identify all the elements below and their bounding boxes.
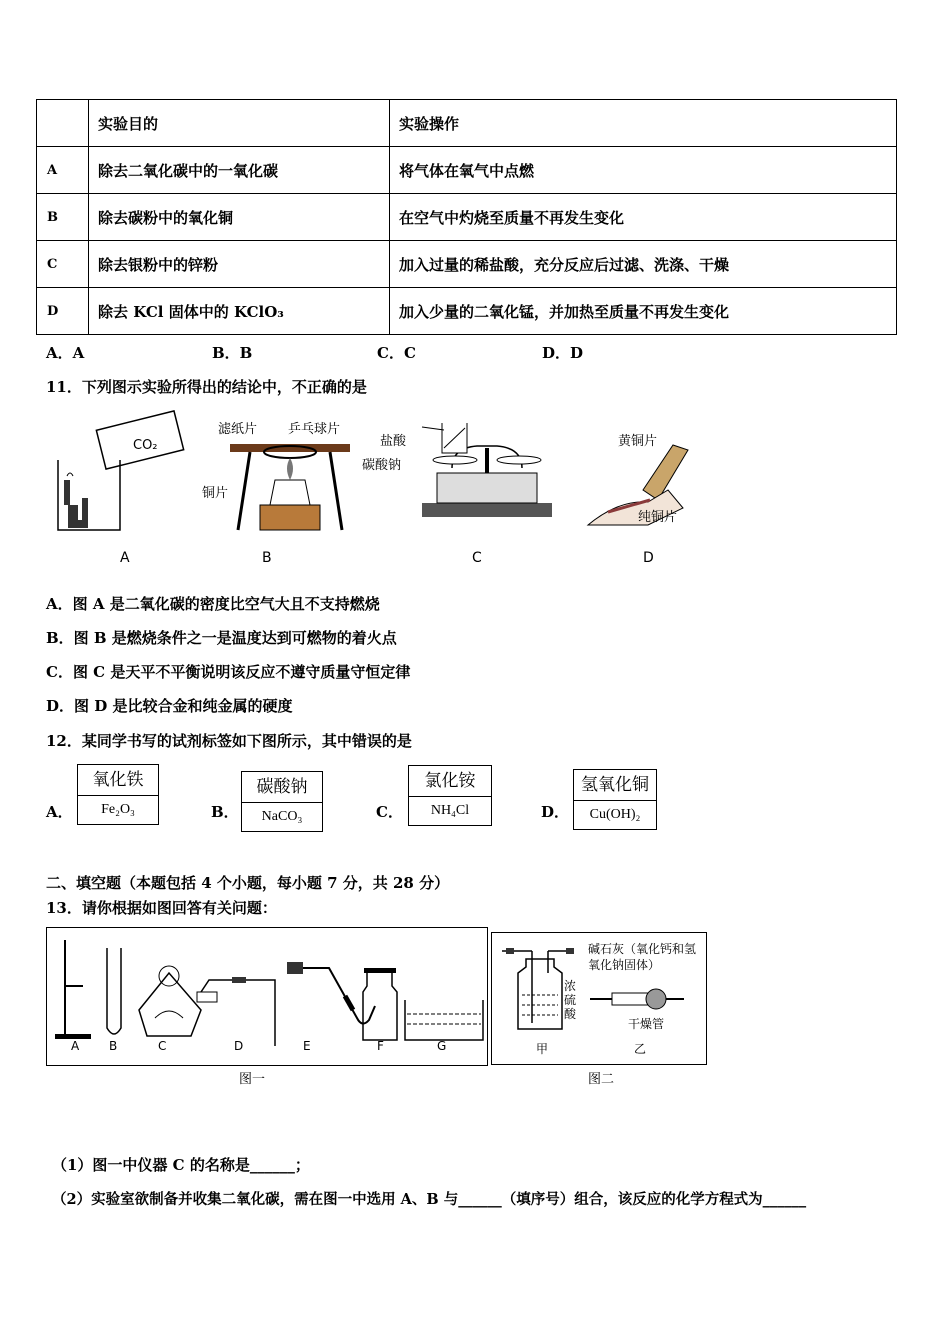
panel-letter-a: A <box>120 550 130 566</box>
figure-1-caption: 图一 <box>239 1072 266 1087</box>
panel-letter-c: C <box>472 550 482 566</box>
co2-label: CO₂ <box>133 438 158 453</box>
copper-sheet-label: 铜片 <box>202 486 229 501</box>
reagent-label-d <box>573 769 657 830</box>
row-label: A <box>37 147 89 194</box>
row-purpose: 除去 KCl 固体中的 KClO₃ <box>89 288 390 335</box>
reagent-name: 氢氧化铜 <box>574 770 656 801</box>
row-label: C <box>37 241 89 288</box>
fig1-letter: A <box>71 1039 80 1053</box>
q12-option-d[interactable]: D． <box>541 803 570 821</box>
reagent-label-a <box>77 764 159 825</box>
q10-option-d[interactable]: D．D <box>542 344 584 362</box>
row-purpose: 除去二氧化碳中的一氧化碳 <box>89 147 390 194</box>
brass-label: 黄铜片 <box>618 434 658 449</box>
experiment-table <box>36 99 897 335</box>
figure-2-caption: 图二 <box>588 1072 615 1087</box>
row-operation: 将气体在氧气中点燃 <box>390 147 897 194</box>
table-header-cell: 实验目的 <box>89 100 390 147</box>
reagent-name: 氧化铁 <box>78 765 158 796</box>
q12-option-b[interactable]: B． <box>211 803 239 821</box>
pure-copper-label: 纯铜片 <box>638 510 678 525</box>
table-row <box>37 147 897 194</box>
q10-option-c[interactable]: C．C <box>377 344 416 362</box>
row-label: D <box>37 288 89 335</box>
co2-beaker-illustration <box>50 410 190 535</box>
jia-label: 甲 <box>536 1042 549 1056</box>
fig1-letter: C <box>158 1039 167 1053</box>
row-operation: 加入少量的二氧化锰，并加热至质量不再发生变化 <box>390 288 897 335</box>
pingpong-label: 乒乓球片 <box>288 422 341 437</box>
q11-option-b[interactable]: B．图 B 是燃烧条件之一是温度达到可燃物的着火点 <box>46 629 397 647</box>
q11-option-d[interactable]: D．图 D 是比较合金和纯金属的硬度 <box>46 697 293 715</box>
q11-stem: 11．下列图示实验所得出的结论中，不正确的是 <box>46 378 367 396</box>
reagent-formula: Cu(OH)₂ <box>589 807 641 822</box>
q10-option-b[interactable]: B．B <box>212 344 253 362</box>
lab-apparatus-illustration <box>47 928 487 1048</box>
q13-sub1: （1）图一中仪器 C 的名称是______； <box>52 1156 310 1174</box>
q11-option-c[interactable]: C．图 C 是天平不平衡说明该反应不遵守质量守恒定律 <box>46 663 411 681</box>
table-row <box>37 194 897 241</box>
figure-1 <box>46 927 488 1066</box>
yi-label: 乙 <box>634 1042 647 1056</box>
table-header-cell <box>37 100 89 147</box>
q13-sub2: （2）实验室欲制备并收集二氧化碳，需在图一中选用 A、B 与______（填序号）组合，该反应的化学方程式为______ <box>52 1191 807 1208</box>
reagent-label-b <box>241 771 323 832</box>
table-row <box>37 241 897 288</box>
fig1-letter: E <box>303 1039 311 1053</box>
table-header-cell: 实验操作 <box>390 100 897 147</box>
fig1-letter: B <box>109 1039 118 1053</box>
filter-paper-label: 滤纸片 <box>218 422 258 437</box>
fig1-letter: D <box>234 1039 244 1053</box>
row-purpose: 除去碳粉中的氧化铜 <box>89 194 390 241</box>
burner-illustration <box>230 430 360 535</box>
table-row <box>37 288 897 335</box>
figure-2 <box>491 932 707 1065</box>
q13-stem: 13．请你根据如图回答有关问题： <box>46 899 277 917</box>
row-operation: 在空气中灼烧至质量不再发生变化 <box>390 194 897 241</box>
q12-stem: 12．某同学书写的试剂标签如下图所示，其中错误的是 <box>46 732 412 750</box>
na2co3-label: 碳酸钠 <box>362 458 402 473</box>
q11-option-a[interactable]: A．图 A 是二氧化碳的密度比空气大且不支持燃烧 <box>46 595 380 613</box>
reagent-label-c <box>408 765 492 826</box>
drying-tube-label: 干燥管 <box>628 1017 665 1031</box>
panel-letter-b: B <box>262 550 272 566</box>
q11-figure <box>50 410 750 540</box>
reagent-formula: Fe₂O₃ <box>101 802 135 817</box>
reagent-name: 氯化铵 <box>409 766 491 797</box>
reagent-formula: NaCO₃ <box>261 809 303 824</box>
hcl-label: 盐酸 <box>380 434 407 449</box>
row-label: B <box>37 194 89 241</box>
fig1-letter: G <box>437 1039 447 1053</box>
conc-h2so4-label: 浓硫酸 <box>564 979 577 1021</box>
q12-option-a[interactable]: A． <box>46 803 73 821</box>
fig1-letter: F <box>377 1039 384 1053</box>
reagent-formula: NH₄Cl <box>430 803 470 818</box>
row-purpose: 除去银粉中的锌粉 <box>89 241 390 288</box>
reagent-name: 碳酸钠 <box>242 772 322 803</box>
balance-illustration <box>422 418 557 523</box>
soda-lime-label: 碱石灰（氧化钙和氢氧化钠固体） <box>588 942 697 972</box>
q12-option-c[interactable]: C． <box>376 803 403 821</box>
panel-letter-d: D <box>643 550 654 566</box>
row-operation: 加入过量的稀盐酸，充分反应后过滤、洗涤、干燥 <box>390 241 897 288</box>
table-header-row <box>37 100 897 147</box>
section-heading: 二、填空题（本题包括 4 个小题，每小题 7 分，共 28 分） <box>46 874 450 892</box>
q10-option-a[interactable]: A．A <box>46 344 85 362</box>
